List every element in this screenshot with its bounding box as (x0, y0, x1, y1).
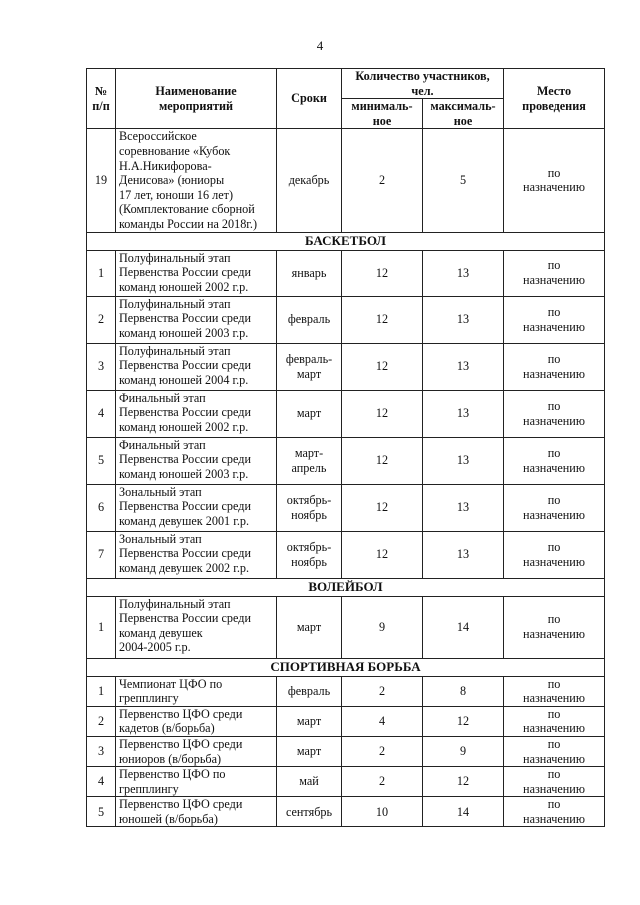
row-name: Первенство ЦФО по грепплингу (116, 767, 277, 797)
row-name: Первенство ЦФО среди юниоров (в/борьба) (116, 736, 277, 766)
row-max: 13 (423, 390, 504, 437)
table-row (87, 129, 605, 232)
row-dates: март- апрель (277, 437, 342, 484)
row-dates: октябрь- ноябрь (277, 531, 342, 578)
row-name: Финальный этап Первенства России среди команд юношей 2003 г.р. (116, 437, 277, 484)
table-row (87, 296, 605, 343)
section-title: БАСКЕТБОЛ (87, 232, 605, 250)
row-place: по назначению (504, 736, 605, 766)
row-max: 9 (423, 736, 504, 766)
row-name: Всероссийское соревнование «Кубок Н.А.Никифорова- Денисова» (юниоры 17 лет, юноши 16 лет) (Комплектование сборной команды России на 2018г.) (116, 129, 277, 232)
row-dates: февраль (277, 676, 342, 706)
row-dates: декабрь (277, 129, 342, 232)
header-num: № п/п (87, 69, 116, 129)
row-num: 1 (87, 250, 116, 296)
row-max: 13 (423, 437, 504, 484)
section-header (87, 232, 605, 250)
row-place: по назначению (504, 437, 605, 484)
row-place: по назначению (504, 706, 605, 736)
row-name: Полуфинальный этап Первенства России среди команд юношей 2002 г.р. (116, 250, 277, 296)
row-num: 5 (87, 437, 116, 484)
row-max: 13 (423, 250, 504, 296)
row-place: по назначению (504, 484, 605, 531)
row-max: 12 (423, 706, 504, 736)
row-max: 14 (423, 596, 504, 658)
row-name: Полуфинальный этап Первенства России среди команд юношей 2003 г.р. (116, 296, 277, 343)
row-max: 13 (423, 343, 504, 390)
row-min: 10 (342, 797, 423, 827)
row-min: 12 (342, 437, 423, 484)
row-name: Зональный этап Первенства России среди команд девушек 2002 г.р. (116, 531, 277, 578)
row-min: 2 (342, 676, 423, 706)
row-num: 6 (87, 484, 116, 531)
row-max: 12 (423, 767, 504, 797)
row-dates: март (277, 706, 342, 736)
row-place: по назначению (504, 531, 605, 578)
row-min: 2 (342, 767, 423, 797)
row-place: по назначению (504, 596, 605, 658)
header-min: минималь- ное (342, 99, 423, 129)
row-place: по назначению (504, 767, 605, 797)
row-name: Финальный этап Первенства России среди команд юношей 2002 г.р. (116, 390, 277, 437)
row-dates: март (277, 596, 342, 658)
row-dates: октябрь- ноябрь (277, 484, 342, 531)
row-max: 13 (423, 531, 504, 578)
row-place: по назначению (504, 390, 605, 437)
row-min: 2 (342, 736, 423, 766)
row-max: 5 (423, 129, 504, 232)
row-name: Первенство ЦФО среди юношей (в/борьба) (116, 797, 277, 827)
section-header (87, 658, 605, 676)
row-dates: март (277, 390, 342, 437)
row-name: Зональный этап Первенства России среди команд девушек 2001 г.р. (116, 484, 277, 531)
row-num: 1 (87, 676, 116, 706)
row-num: 1 (87, 596, 116, 658)
table-row (87, 343, 605, 390)
row-dates: март (277, 736, 342, 766)
section-title: СПОРТИВНАЯ БОРЬБА (87, 658, 605, 676)
row-num: 4 (87, 390, 116, 437)
table-row (87, 531, 605, 578)
row-place: по назначению (504, 296, 605, 343)
row-num: 2 (87, 296, 116, 343)
row-max: 13 (423, 484, 504, 531)
row-place: по назначению (504, 343, 605, 390)
row-min: 12 (342, 250, 423, 296)
row-max: 8 (423, 676, 504, 706)
header-name: Наименование мероприятий (116, 69, 277, 129)
row-place: по назначению (504, 129, 605, 232)
row-num: 5 (87, 797, 116, 827)
table-row (87, 437, 605, 484)
row-num: 2 (87, 706, 116, 736)
row-min: 12 (342, 390, 423, 437)
row-dates: январь (277, 250, 342, 296)
table-row (87, 706, 605, 736)
row-min: 12 (342, 296, 423, 343)
row-num: 3 (87, 736, 116, 766)
row-place: по назначению (504, 797, 605, 827)
header-max: максималь- ное (423, 99, 504, 129)
row-dates: май (277, 767, 342, 797)
row-num: 3 (87, 343, 116, 390)
header-dates: Сроки (277, 69, 342, 129)
table-row (87, 736, 605, 766)
row-place: по назначению (504, 676, 605, 706)
row-min: 12 (342, 484, 423, 531)
section-header (87, 578, 605, 596)
row-min: 2 (342, 129, 423, 232)
table-row (87, 797, 605, 827)
row-max: 14 (423, 797, 504, 827)
row-name: Чемпионат ЦФО по грепплингу (116, 676, 277, 706)
row-min: 9 (342, 596, 423, 658)
row-dates: сентябрь (277, 797, 342, 827)
row-min: 12 (342, 531, 423, 578)
page-number: 4 (316, 38, 324, 53)
table-row (87, 484, 605, 531)
header-place: Место проведения (504, 69, 605, 129)
table-row (87, 676, 605, 706)
row-name: Полуфинальный этап Первенства России среди команд юношей 2004 г.р. (116, 343, 277, 390)
row-name: Полуфинальный этап Первенства России среди команд девушек 2004-2005 г.р. (116, 596, 277, 658)
header-participants: Количество участников, чел. (342, 69, 504, 99)
row-name: Первенство ЦФО среди кадетов (в/борьба) (116, 706, 277, 736)
table-row (87, 390, 605, 437)
row-min: 12 (342, 343, 423, 390)
table-row (87, 250, 605, 296)
row-num: 4 (87, 767, 116, 797)
table-row (87, 596, 605, 658)
row-dates: февраль- март (277, 343, 342, 390)
row-place: по назначению (504, 250, 605, 296)
row-num: 7 (87, 531, 116, 578)
row-dates: февраль (277, 296, 342, 343)
row-min: 4 (342, 706, 423, 736)
section-title: ВОЛЕЙБОЛ (87, 578, 605, 596)
row-num: 19 (87, 129, 116, 232)
events-table (86, 68, 605, 827)
table-row (87, 767, 605, 797)
row-max: 13 (423, 296, 504, 343)
